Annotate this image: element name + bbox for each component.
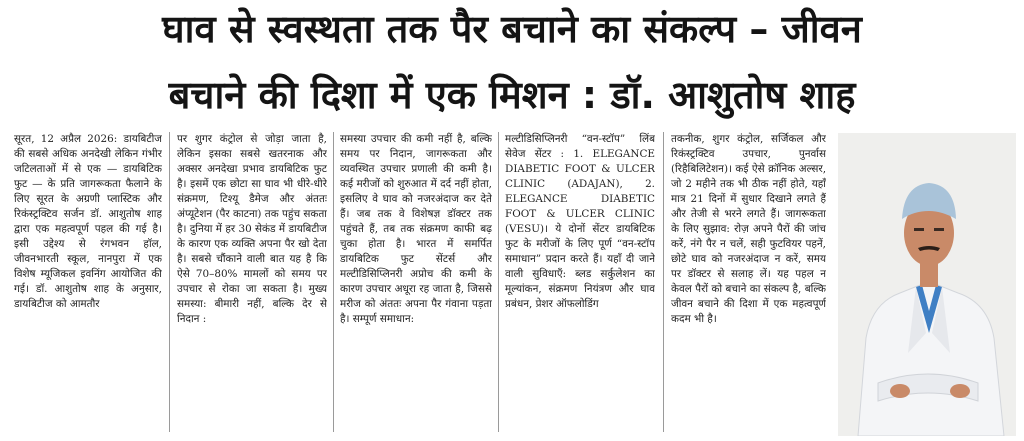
article-text-2: पर शुगर कंट्रोल से जोड़ा जाता है, लेकिन इसका सबसे खतरनाक और अक्सर अनदेखा प्रभाव डायबिटिक फुट है। इसमें एक छोटा सा घाव भी धीरे-धीरे संक्रमण, टिश्यू डैमेज और अंततः अंप्यूटेशन (पैर काटना) तक पहुंच सकता है। दुनिया में हर 30 सेकंड में डायबिटीज के कारण एक व्यक्ति अपना पैर खो देता है। सबसे चौंकाने वाली बात यह है कि ऐसे 70–80% मामलों को समय पर उपचार से रोका जा सकता है। मुख्य समस्या: बीमारी नहीं, बल्कि देर से निदान :: [177, 133, 327, 325]
article-column-1: [14, 132, 162, 435]
doctor-portrait-icon: [838, 133, 1016, 436]
article-column-2: [177, 132, 327, 435]
article-text-5: तकनीक, शुगर कंट्रोल, सर्जिकल और रिकंस्ट्रक्टिव उपचार, पुनर्वास (रिहैबिलिटेशन)। कई ऐसे क्रॉनिक अल्सर, जो 2 महीने तक भी ठीक नहीं होते, यहाँ मात्र 21 दिनों में सुधार दिखाने लगते हैं और तेजी से भरने लगते हैं। जागरूकता के लिए सुझाव: रोज़ अपने पैरों की जांच करें, नंगे पैर न चलें, सही फुटवियर पहनें, छोटे घाव को नजरअंदाज न करें, समय पर डॉक्टर से सलाह लें। यह पहल न केवल पैरों को बचाने का संकल्प है, बल्कि जीवन बचाने की दिशा में एक महत्वपूर्ण कदम भी है।: [671, 133, 826, 325]
article-text-4: मल्टीडिसिप्लिनरी “वन-स्टॉप” लिंब सेवेज सेंटर : 1. ELEGANCE DIABETIC FOOT & ULCER CLINIC (ADAJAN), 2. ELEGANCE DIABETIC FOOT & ULCER CLINIC (VESU)। ये दोनों सेंटर डायबिटिक फुट के मरीजों के लिए पूर्ण “वन-स्टॉप समाधान” प्रदान करते हैं। यहाँ दी जाने वाली सुविधाएँ: ब्लड सर्कुलेशन का मूल्यांकन, संक्रमण नियंत्रण और घाव प्रबंधन, प्रेशर ऑफलोडिंग: [505, 133, 655, 310]
headline-line-1: घाव से स्वस्थता तक पैर बचाने का संकल्प – जीवन: [162, 7, 862, 51]
article-text-3: समस्या उपचार की कमी नहीं है, बल्कि समय पर निदान, जागरूकता और व्यवस्थित उपचार प्रणाली की कमी है। कई मरीजों को शुरुआत में दर्द नहीं होता, इसलिए वे घाव को नजरअंदाज कर देते हैं। जब तक वे विशेषज्ञ डॉक्टर तक पहुंचते हैं, तब तक संक्रमण काफी बढ़ चुका होता है। भारत में समर्पित डायबिटिक फुट सेंटर्स और मल्टीडिसिप्लिनरी अप्रोच की कमी के कारण उपचार अधूरा रह जाता है, जिससे मरीज को अंततः अपना पैर गंवाना पड़ता है। सम्पूर्ण समाधान:: [340, 133, 492, 325]
column-divider: [663, 132, 664, 432]
column-divider: [169, 132, 170, 432]
article-column-4: [505, 132, 655, 435]
doctor-photo: [838, 133, 1016, 436]
headline-line-2: बचाने की दिशा में एक मिशन : डॉ. आशुतोष शाह: [168, 73, 856, 117]
article-text-1: सूरत, 12 अप्रैल 2026: डायबिटीज की सबसे अधिक अनदेखी लेकिन गंभीर जटिलताओं में से एक — डायबिटिक फुट — के प्रति जागरूकता फैलाने के लिए सूरत के अग्रणी प्लास्टिक और रिकंस्ट्रक्टिव सर्जन डॉ. आशुतोष शाह द्वारा एक महत्वपूर्ण पहल की गई है। इसी उद्देश्य से रंगभवन हॉल, जीवनभारती स्कूल, नानपुरा में एक विशेष म्यूजिकल इवनिंग आयोजित की गई। डॉ. आशुतोष शाह के अनुसार, डायबिटीज को आमतौर: [14, 133, 162, 310]
column-divider: [498, 132, 499, 432]
article-column-3: [340, 132, 492, 435]
article-column-5: [671, 132, 826, 435]
column-divider: [333, 132, 334, 432]
